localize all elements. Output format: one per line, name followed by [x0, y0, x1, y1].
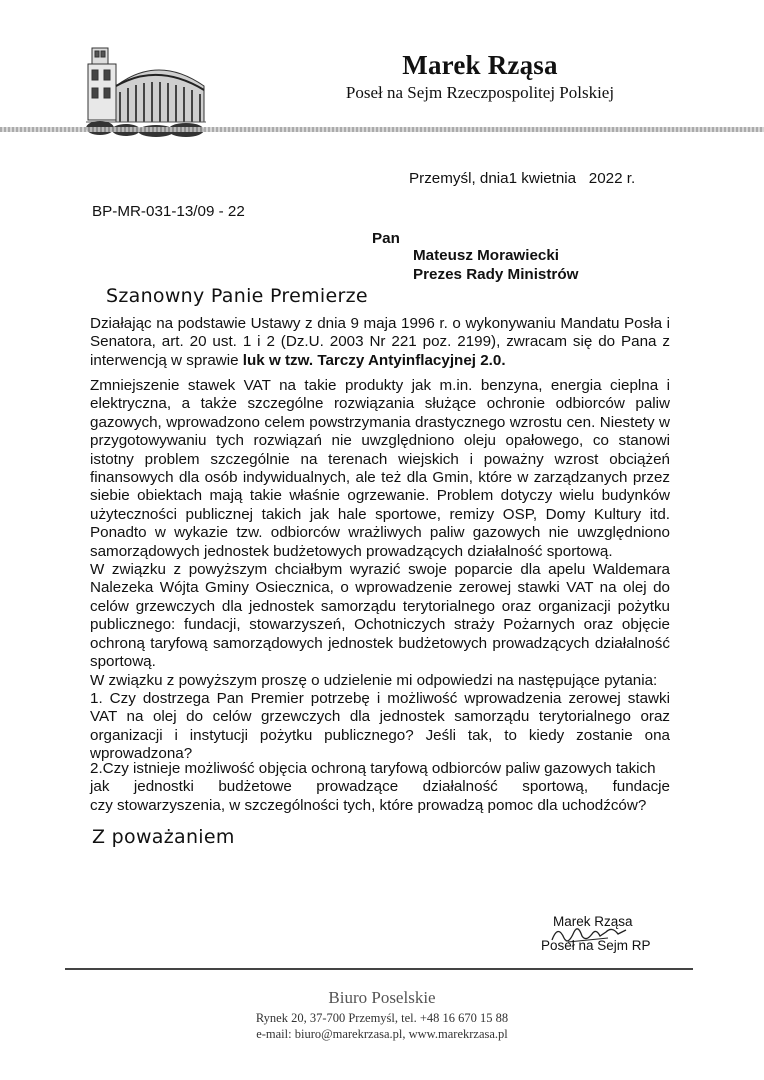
recipient-name: Mateusz Morawiecki: [413, 247, 560, 264]
question-2-line-1: 2.Czy istnieje możliwość objęcia ochroną taryfową odbiorców paliw gazowych takich: [90, 760, 656, 777]
mp-title-heading: Poseł na Sejm Rzeczpospolitej Polskiej: [345, 83, 615, 102]
question-2-line-3: czy stowarzyszenia, w szczególności tych, które prowadzą pomoc dla uchodźców?: [90, 796, 647, 814]
recipient-position: Prezes Rady Ministrów: [413, 266, 579, 283]
salutation: Szanowny Panie Premierze: [106, 285, 368, 307]
body-paragraph-problem: Zmniejszenie stawek VAT na takie produkty jak m.in. benzyna, energia cieplna i elektryczna, a także szczególne rozwiązania służące ochronie odbiorców paliw gazowych, wprowadzono celem powstrzymania drastycznego wzrostu cen. Niestety w przygotowywaniu tych rozwiązań nie uwzględniono oleju opałowego, co stanowi istotny problem szczególnie na terenach wiejskich i poważny wzrost obciążeń finansowych dla osób indywidualnych, ale też dla Gmin, które w zarządzanych przez siebie obiektach mają takie właśnie ogrzewanie. Problem dotyczy wielu budynków użyteczności publicznej takich jak hale sportowe, remizy OSP, Domy Kultury itd. Ponadto w wykazie tzw. odbiorców wrażliwych paliw gazowych nie uwzględniono samorządowych jednostek budżetowych prowadzących działalność sportową.: [90, 377, 670, 560]
reference-number: BP-MR-031-13/09 - 22: [92, 203, 245, 220]
intro-paragraph: [90, 315, 670, 370]
footer-address: Rynek 20, 37-700 Przemyśl, tel. +48 16 670 15 88: [255, 1011, 509, 1025]
sejm-building-logo: [86, 42, 206, 138]
intro-bold-subject: luk w tzw. Tarczy Antyinflacyjnej 2.0.: [242, 351, 506, 369]
body-paragraph-support: W związku z powyższym chciałbym wyrazić swoje poparcie dla apelu Waldemara Nalezeka Wójta Gminy Osiecznica, o wprowadzenie zerowej stawki VAT na olej do celów grzewczych dla jednostek samorządu terytorialnego oraz organizacji pożytku publicznego: fundacji, stowarzyszeń, Ochotniczych straży Pożarnych oraz objęcie ochroną taryfową samorządowych jednostek budżetowych prowadzących działalność sportową.: [90, 561, 670, 671]
recipient-salutation-word: Pan: [372, 230, 400, 247]
question-2: [90, 760, 670, 815]
signature-name: Marek Rząsa: [553, 914, 633, 929]
signature-role: Poseł na Sejm RP: [541, 938, 651, 953]
footer-divider: [65, 968, 693, 970]
question-1: 1. Czy dostrzega Pan Premier potrzebę i możliwość wprowadzenia zerowej stawki VAT na olej do celów grzewczych dla jednostek samorządu terytorialnego oraz organizacji i instytucji pożytku publicznego? Jeśli tak, to kiedy zostanie ona wprowadzona?: [90, 689, 670, 763]
footer-office-title: Biuro Poselskie: [328, 988, 436, 1007]
intro-text: Działając na podstawie Ustawy z dnia 9 maja 1996 r. o wykonywaniu Mandatu Posła i Senatora, art. 20 ust. 1 i 2 (Dz.U. 2003 Nr 221 poz. 2199), zwracam się do Pana z interwencją w sprawie: [90, 315, 670, 369]
mp-name-heading: Marek Rząsa: [402, 50, 558, 80]
footer-contact: e-mail: biuro@marekrzasa.pl, www.marekrzasa.pl: [256, 1027, 508, 1041]
body-paragraph-request: W związku z powyższym proszę o udzielenie mi odpowiedzi na następujące pytania:: [90, 671, 658, 689]
closing: Z poważaniem: [92, 826, 235, 848]
body-paragraphs: [90, 377, 670, 764]
date-line: Przemyśl, dnia1 kwietnia 2022 r.: [409, 170, 636, 187]
header-divider: [0, 127, 764, 132]
recipient-block: [413, 246, 578, 284]
question-2-line-2: jak jednostki budżetowe prowadzące działalność sportową, fundacje: [90, 778, 670, 796]
